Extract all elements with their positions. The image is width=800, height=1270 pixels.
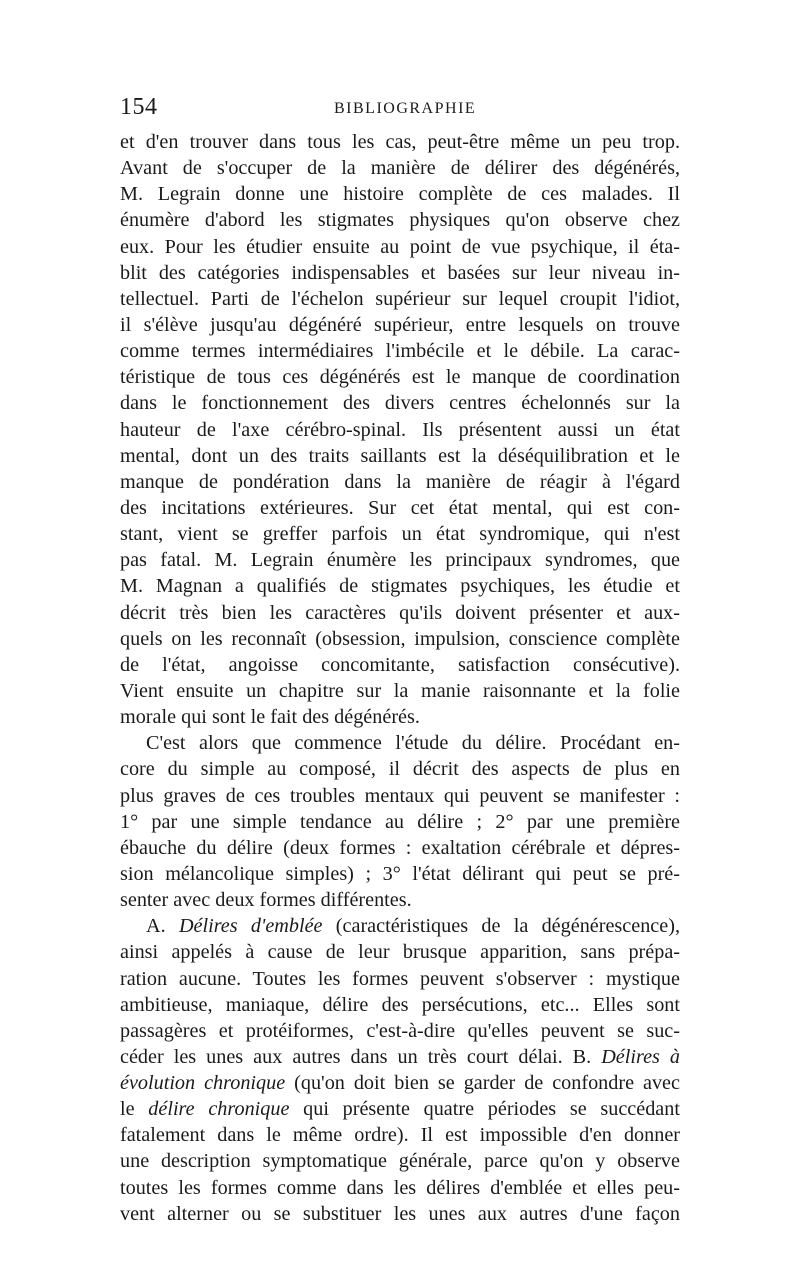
text-line: Avant de s'occuper de la manière de délirer des dégénérés, xyxy=(120,157,680,180)
paragraph-end-line: morale qui sont le fait des dégénérés. xyxy=(120,706,420,729)
text-line: passagères et protéiformes, c'est-à-dire qu'elles peuvent se suc- xyxy=(120,1019,680,1042)
text-line xyxy=(120,1070,680,1096)
text-line: M. Magnan a qualifiés de stigmates psychiques, les étudie et xyxy=(120,575,680,598)
text-line: quels on les reconnaît (obsession, impulsion, conscience complète xyxy=(120,627,680,650)
text-run: céder les unes aux autres dans un très court délai. B. xyxy=(120,1045,602,1068)
running-title: BIBLIOGRAPHIE xyxy=(334,100,477,117)
text-run: (qu'on doit bien se garder de confondre avec xyxy=(285,1072,680,1095)
text-line xyxy=(120,1044,680,1070)
text-run: qui présente quatre périodes se succédant xyxy=(289,1098,680,1121)
body-text xyxy=(120,129,680,1227)
text-line: des incitations extérieures. Sur cet état mental, qui est con- xyxy=(120,496,680,519)
section-letter: A. xyxy=(146,915,179,938)
page-number: 154 xyxy=(120,94,158,120)
text-line: énumère d'abord les stigmates physiques qu'on observe chez xyxy=(120,209,680,232)
paragraph-end-line: senter avec deux formes différentes. xyxy=(120,889,412,912)
italic-term: Délires d'emblée xyxy=(178,915,323,938)
text-line: hauteur de l'axe cérébro-spinal. Ils présentent aussi un état xyxy=(120,418,680,441)
text-line: décrit très bien les caractères qu'ils doivent présenter et aux- xyxy=(120,601,680,624)
text-line: pas fatal. M. Legrain énumère les principaux syndromes, que xyxy=(120,549,680,572)
text-line: tellectuel. Parti de l'échelon supérieur sur lequel croupit l'idiot, xyxy=(120,287,680,310)
text-run: le xyxy=(120,1098,149,1121)
italic-term: Délires à xyxy=(601,1045,680,1068)
text-line: 1° par une simple tendance au délire ; 2° par une première xyxy=(120,810,680,833)
paragraph-start-line xyxy=(120,913,680,939)
text-line: il s'élève jusqu'au dégénéré supérieur, entre lesquels on trouve xyxy=(120,313,680,336)
text-line: eux. Pour les étudier ensuite au point de vue psychique, il éta- xyxy=(120,235,680,258)
text-line: dans le fonctionnement des divers centres échelonnés sur la xyxy=(120,392,680,415)
italic-term: délire chronique xyxy=(148,1098,290,1121)
text-line: comme termes intermédiaires l'imbécile et le débile. La carac- xyxy=(120,340,680,363)
text-line: toutes les formes comme dans les délires d'emblée et elles peu- xyxy=(120,1176,680,1199)
text-line: téristique de tous ces dégénérés est le manque de coordination xyxy=(120,366,680,389)
text-line: ration aucune. Toutes les formes peuvent s'observer : mystique xyxy=(120,967,680,990)
text-line: blit des catégories indispensables et basées sur leur niveau in- xyxy=(120,261,680,284)
text-line: core du simple au composé, il décrit des aspects de plus en xyxy=(120,758,680,781)
text-line: ainsi appelés à cause de leur brusque apparition, sans prépa- xyxy=(120,941,680,964)
paragraph-start-line: C'est alors que commence l'étude du délire. Procédant en- xyxy=(146,732,680,755)
text-line: une description symptomatique générale, parce qu'on y observe xyxy=(120,1150,680,1173)
text-line: plus graves de ces troubles mentaux qui peuvent se manifester : xyxy=(120,784,680,807)
text-line: de l'état, angoisse concomitante, satisfaction consécutive). xyxy=(120,653,680,676)
text-line xyxy=(120,1096,680,1122)
text-run: (caractéristiques de la dégénérescence), xyxy=(322,915,680,938)
text-line: Vient ensuite un chapitre sur la manie raisonnante et la folie xyxy=(120,679,680,702)
text-line: stant, vient se greffer parfois un état syndromique, qui n'est xyxy=(120,523,680,546)
text-line: fatalement dans le même ordre). Il est impossible d'en donner xyxy=(120,1124,680,1147)
text-line: ambitieuse, maniaque, délire des persécutions, etc... Elles sont xyxy=(120,993,680,1016)
text-line: sion mélancolique simples) ; 3° l'état délirant qui peut se pré- xyxy=(120,862,680,885)
text-line: M. Legrain donne une histoire complète de ces malades. Il xyxy=(120,183,680,206)
text-line: ébauche du délire (deux formes : exaltation cérébrale et dépres- xyxy=(120,836,680,859)
text-line: vent alterner ou se substituer les unes aux autres d'une façon xyxy=(120,1202,680,1225)
text-line: mental, dont un des traits saillants est la déséquilibration et le xyxy=(120,444,680,467)
text-line: et d'en trouver dans tous les cas, peut-être même un peu trop. xyxy=(120,131,680,153)
italic-term: évolution chronique xyxy=(120,1072,286,1095)
text-line: manque de pondération dans la manière de réagir à l'égard xyxy=(120,470,680,493)
